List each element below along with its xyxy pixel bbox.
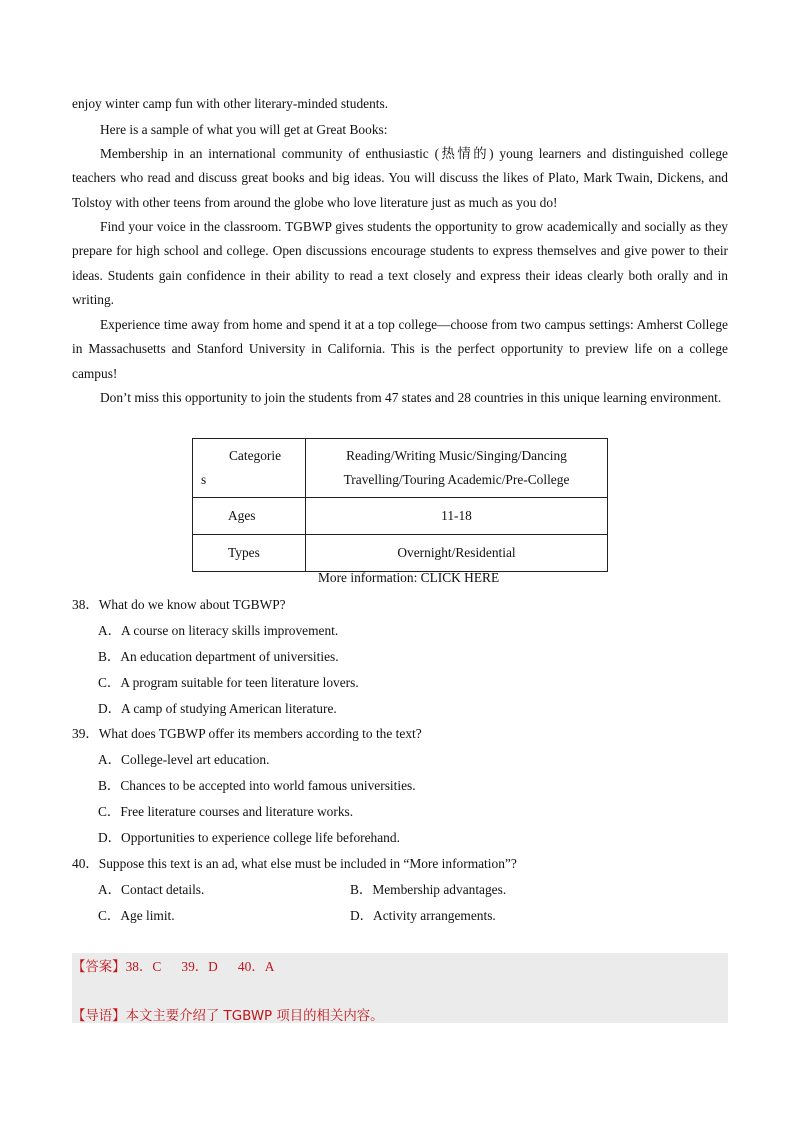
- question-38-option-a: A．A course on literacy skills improvement.: [98, 623, 339, 638]
- types-label-cell: Types: [193, 535, 306, 572]
- passage-paragraph-1: Here is a sample of what you will get at Great Books:: [100, 122, 388, 137]
- categories-label-part-a: Categorie: [229, 448, 282, 463]
- question-40-option-d: D．Activity arrangements.: [350, 908, 496, 923]
- passage-paragraph-5: Don’t miss this opportunity to join the students from 47 states and 28 countries in this unique learning environment.: [100, 390, 722, 405]
- question-38-option-c: C．A program suitable for teen literature lovers.: [98, 675, 359, 690]
- more-information-link[interactable]: More information: CLICK HERE: [318, 570, 500, 585]
- question-40-option-b: B．Membership advantages.: [350, 882, 507, 897]
- answer-tag: 【答案】: [72, 960, 126, 975]
- table-row-ages: [193, 498, 608, 535]
- guide-tag: 【导语】: [72, 1009, 126, 1024]
- question-38-option-d: D．A camp of studying American literature.: [98, 701, 337, 716]
- categories-value-line-2: Travelling/Touring Academic/Pre-College: [343, 472, 570, 487]
- passage-line-0: enjoy winter camp fun with other literary-minded students.: [72, 96, 389, 111]
- categories-label-part-b: s: [201, 472, 207, 487]
- answer-40: 40．A: [237, 959, 275, 974]
- answer-key-line: [72, 956, 274, 975]
- passage-paragraph-4: Experience time away from home and spend it at a top college—choose from two campus settings: Amherst College in Massachusetts and Stanford University in California. This is the perfect opportunity to preview life on a college campus!: [72, 317, 728, 381]
- question-39-stem: 39．What does TGBWP offer its members according to the text?: [72, 726, 422, 741]
- question-39-option-b: B．Chances to be accepted into world famous universities.: [98, 778, 416, 793]
- categories-label-cell: [193, 439, 306, 498]
- table-row-categories: [193, 439, 608, 498]
- ages-label-cell: Ages: [193, 498, 306, 535]
- categories-value-line-1: Reading/Writing Music/Singing/Dancing: [346, 448, 567, 463]
- table-row-types: [193, 535, 608, 572]
- passage-paragraph-3: Find your voice in the classroom. TGBWP gives students the opportunity to grow academically and socially as they prepare for high school and college. Open discussions encourage students to express themselves and give power to their ideas. Students gain confidence in their ability to read a text closely and express their ideas clearly both orally and in writing.: [72, 219, 728, 307]
- ages-value-cell: 11-18: [306, 498, 608, 535]
- guide-line: [72, 1005, 384, 1024]
- question-39-option-c: C．Free literature courses and literature works.: [98, 804, 354, 819]
- question-39-option-d: D．Opportunities to experience college life beforehand.: [98, 830, 400, 845]
- guide-text: 本文主要介绍了 TGBWP 项目的相关内容。: [125, 1009, 384, 1024]
- question-38-option-b: B．An education department of universities.: [98, 649, 339, 664]
- question-39-option-a: A．College-level art education.: [98, 752, 270, 767]
- question-40-option-c: C．Age limit.: [98, 908, 175, 923]
- question-40-option-a: A．Contact details.: [98, 882, 205, 897]
- types-value-cell: Overnight/Residential: [306, 535, 608, 572]
- answer-39: 39．D: [181, 959, 218, 974]
- program-info-table: [192, 438, 608, 572]
- categories-value-cell: [306, 439, 608, 498]
- answer-38: 38．C: [125, 959, 162, 974]
- question-38-stem: 38．What do we know about TGBWP?: [72, 597, 286, 612]
- passage-paragraph-2: Membership in an international community of enthusiastic (热情的) young learners and distinguished college teachers who read and discuss great books and big ideas. You will discuss the likes of Plato, Mark Twain, Dickens, and Tolstoy with other teens from around the globe who love literature just as much as you do!: [72, 146, 728, 210]
- question-40-stem: 40．Suppose this text is an ad, what else must be included in “More information”?: [72, 856, 517, 871]
